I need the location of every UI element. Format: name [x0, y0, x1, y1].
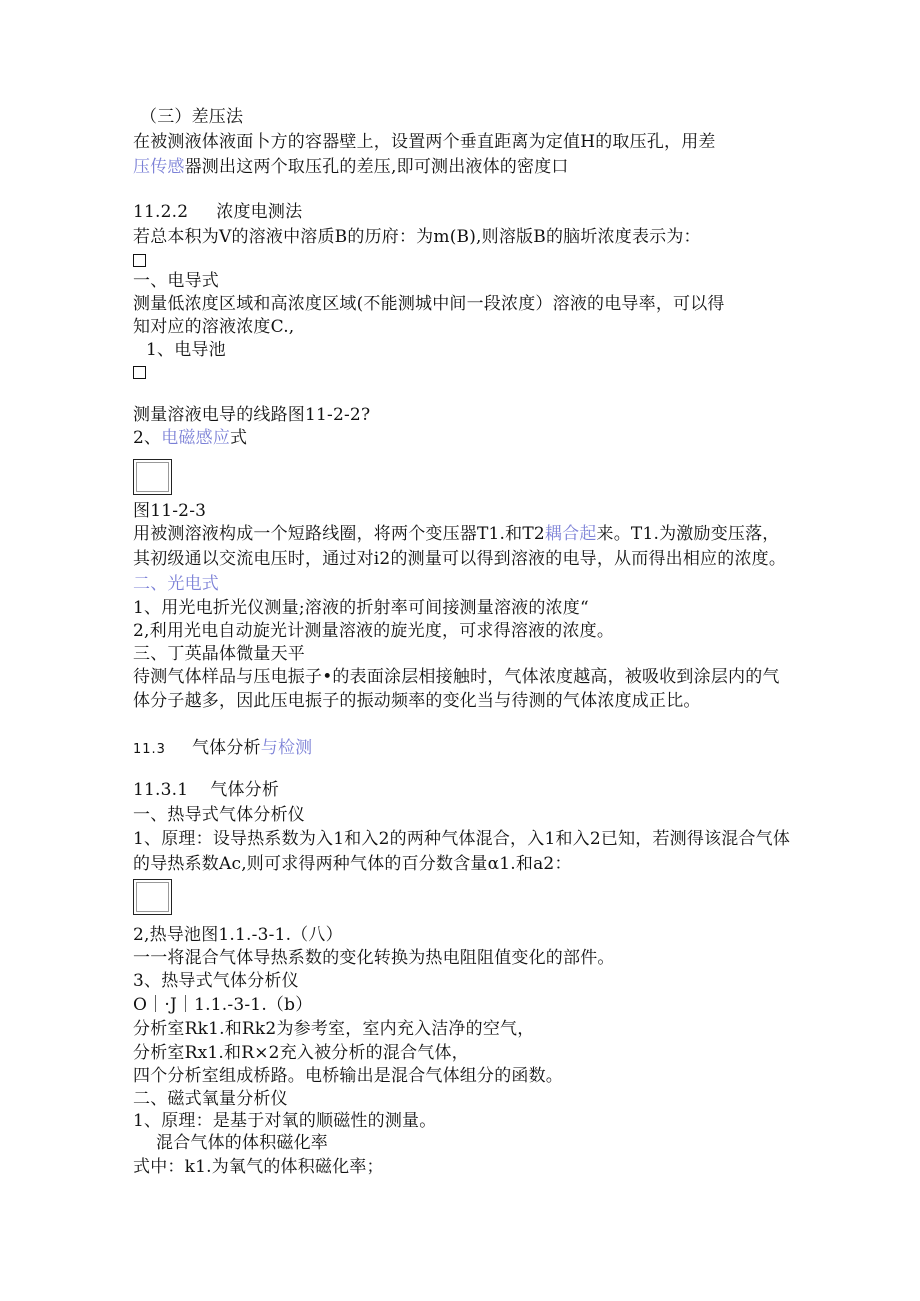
item-conductance-cell: 1、电导池 — [146, 340, 226, 360]
missing-image-icon — [133, 366, 146, 379]
paragraph-line: 2,热导池图1.1.-3-1.（八） — [133, 925, 343, 945]
subsection-heading-11-2-2 — [133, 201, 302, 223]
missing-figure-placeholder — [133, 362, 146, 384]
paragraph-line: 1、原理：是基于对氧的顺磁性的测量。 — [133, 1111, 437, 1131]
paragraph-line: 1、原理：设导热系数为入1和入2的两种气体混合，入1和入2已知，若测得该混合气体 — [133, 829, 791, 849]
paragraph-line: 分析室Rx1.和R×2充入被分析的混合气体， — [133, 1043, 469, 1063]
link-electromagnetic-induction[interactable]: 电磁感应 — [161, 428, 231, 448]
heading-quartz-balance: 三、丁英晶体微量天平 — [133, 644, 305, 664]
heading-thermal-analyzer: 一、热导式气体分析仪 — [133, 805, 305, 825]
paragraph-line — [133, 156, 569, 178]
text-run: 用被测溶液构成一个短路线圈，将两个变压器T1.和T2 — [133, 524, 545, 544]
section-title: 浓度电测法 — [216, 202, 303, 222]
paragraph-line: 四个分析室组成桥路。电桥输出是混合气体组分的函数。 — [133, 1066, 563, 1086]
text-run: 式 — [230, 428, 248, 448]
paragraph-line: 待测气体样品与压电振子•的表面涂层相接触时，气体浓度越高，被吸收到涂层内的气 — [133, 667, 780, 687]
link-photoelectric[interactable]: 光电式 — [167, 574, 220, 594]
paragraph-line: 在被测液体液面卜方的容器壁上，设置两个垂直距离为定值H的取压孔，用差 — [133, 132, 716, 152]
link-pressure-sensor[interactable]: 压传感 — [133, 157, 185, 177]
missing-image-icon — [133, 254, 146, 267]
paragraph-line — [133, 523, 780, 545]
heading-differential-pressure: （三）差压法 — [140, 107, 244, 127]
missing-formula-placeholder — [133, 250, 146, 272]
paragraph-line: 一一将混合气体导热系数的变化转换为热电阻阻值变化的部件。 — [133, 948, 615, 968]
formula-image-placeholder — [133, 879, 172, 915]
section-title: 气体分析 — [191, 738, 261, 758]
text-run: 来。T1.为激励变压落， — [596, 524, 780, 544]
paragraph-line: 分析室Rk1.和Rk2为参考室，室内充入洁净的空气， — [133, 1019, 535, 1039]
item-number: 2、 — [133, 428, 162, 448]
paragraph-line: O｜·J｜1.1.-3-1.（b） — [133, 995, 313, 1015]
item-electromagnetic — [133, 427, 247, 449]
paragraph-line: 1、用光电折光仪测量;溶液的折射率可间接测量溶液的浓度“ — [133, 598, 589, 618]
text-run: 器测出这两个取压孔的差压,即可测出液体的密度口 — [184, 157, 569, 177]
paragraph-line: 式中：k1.为氧气的体积磁化率； — [133, 1157, 384, 1177]
subsection-heading-11-3-1 — [133, 779, 279, 801]
item-thermal-analyzer: 3、热导式气体分析仪 — [133, 971, 299, 991]
heading-number: 二、 — [133, 574, 168, 594]
section-number: 11.3 — [133, 742, 166, 757]
paragraph-line: 其初级通以交流电压时，通过对i2的测量可以得到溶液的电导，从而得出相应的浓度。 — [133, 549, 787, 569]
heading-magnetic-oxygen: 二、磁式氧量分析仪 — [133, 1089, 288, 1109]
paragraph-line: 测量溶液电导的线路图11-2-2? — [133, 405, 371, 425]
link-coupling[interactable]: 耦合起 — [544, 524, 597, 544]
figure-caption: 图11-2-3 — [133, 501, 207, 521]
paragraph-line: 混合气体的体积磁化率 — [156, 1133, 328, 1153]
paragraph-line: 的导热系数Ac,则可求得两种气体的百分数含量α1.和a2： — [133, 854, 572, 874]
paragraph-line: 知对应的溶液浓度C., — [133, 317, 295, 337]
section-title: 气体分析 — [210, 780, 280, 800]
heading-conductance: 一、电导式 — [133, 271, 219, 291]
section-number: 11.2.2 — [133, 202, 189, 222]
heading-photoelectric — [133, 573, 219, 595]
paragraph-line: 2,利用光电自动旋光计测量溶液的旋光度，可求得溶液的浓度。 — [133, 621, 615, 641]
section-number: 11.3.1 — [133, 780, 189, 800]
paragraph-line: 测量低浓度区域和高浓度区域(不能测城中间一段浓度）溶液的电导率，可以得 — [133, 294, 725, 314]
paragraph-line: 体分子越多，因此压电振子的振动频率的变化当与待测的气体浓度成正比。 — [133, 691, 701, 711]
link-detection[interactable]: 与检测 — [260, 738, 313, 758]
paragraph-line: 若总本积为V的溶液中溶质B的历府：为m(B),则溶版B的脑圻浓度表示为： — [133, 227, 701, 247]
section-heading-11-3 — [133, 737, 312, 761]
figure-image-placeholder — [133, 459, 172, 495]
